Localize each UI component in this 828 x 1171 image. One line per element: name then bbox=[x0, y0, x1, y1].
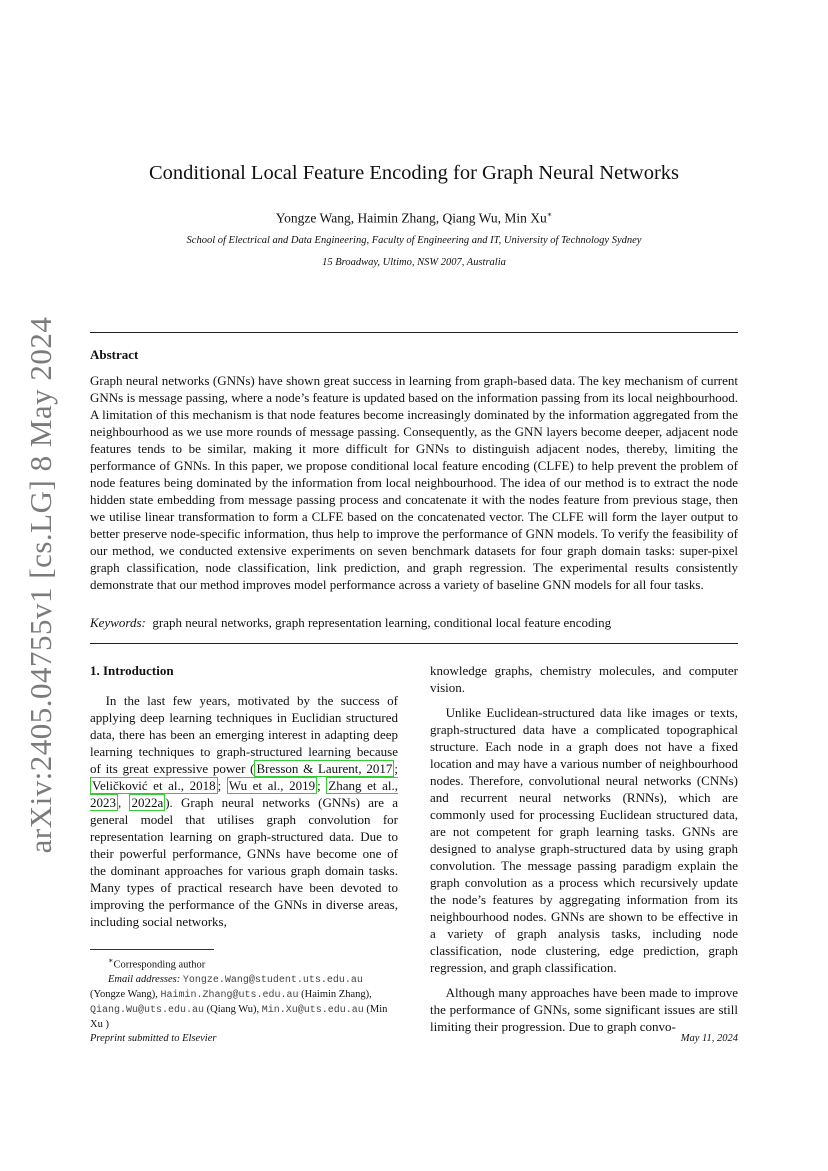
arxiv-identifier-stamp: arXiv:2405.04755v1 [cs.LG] 8 May 2024 bbox=[23, 316, 58, 854]
email-link[interactable]: Min.Xu@uts.edu.au bbox=[261, 1004, 364, 1016]
affiliation-line-1: School of Electrical and Data Engineering, Faculty of Engineering and IT, University of Technology Sydney bbox=[186, 235, 642, 246]
author-names: Yongze Wang, Haimin Zhang, Qiang Wu, Min Xu bbox=[275, 210, 547, 226]
footer-preprint-note: Preprint submitted to Elsevier bbox=[90, 1033, 217, 1044]
section-heading-introduction: 1. Introduction bbox=[90, 663, 174, 678]
citation-link[interactable]: Wu et al., 2019 bbox=[228, 778, 316, 793]
footnote-emails bbox=[90, 973, 398, 1032]
citation-link[interactable]: Veličković et al., 2018 bbox=[92, 778, 216, 793]
intro-paragraph-2: Unlike Euclidean-structured data like images or texts, graph-structured data have a complicated topographical structure. Each node in a graph does not have a fixed location and may have a various number of neighbourhood nodes. Therefore, convolutional neural networks (CNNs) and recurrent neural networks (RNNs), which are commonly used for processing Euclidean structured data, are not competent for graph learning tasks. GNNs are designed to analyse graph-structured data by using graph convolution. The message passing paradigm explain the graph convolution as a process which recursively update the node’s features by aggregating information from its neighbourhood nodes. GNNs are shown to be effective in a variety of graph analysis tasks, including node classification, node clustering, edge prediction, graph regression, and graph classification. bbox=[430, 705, 738, 975]
footer-date: May 11, 2024 bbox=[680, 1033, 738, 1044]
email-owner: (Min Xu ) bbox=[90, 1003, 388, 1030]
citation-separator: ; bbox=[217, 778, 227, 793]
email-link[interactable]: Haimin.Zhang@uts.edu.au bbox=[160, 989, 299, 1001]
right-column bbox=[430, 662, 738, 1035]
citation-link[interactable]: Bresson & Laurent, 2017 bbox=[256, 761, 393, 776]
abstract-bottom-rule bbox=[90, 643, 738, 644]
intro-p1-text-a: In the last few years, motivated by the success of applying deep learning techniques in Euclidian structured data, there has been an emerging interest in adapting deep learning techniques to graph-structured learning because of its great expressive power ( bbox=[90, 693, 398, 776]
email-label: Email addresses: bbox=[108, 973, 181, 985]
citation-separator: ; bbox=[394, 761, 399, 776]
email-owner: (Haimin Zhang), bbox=[301, 988, 372, 1000]
intro-p1-text-b: ). Graph neural networks (GNNs) are a general model that utilises graph convolution for representation learning on graph-structured data. Due to their powerful performance, GNNs have become one of the dominant approaches for various graph domain tasks. Many types of practical research have been devoted to improving the performance of the GNNs in diverse areas, including social networks, bbox=[90, 795, 399, 929]
intro-paragraph-1-continued: knowledge graphs, chemistry molecules, and computer vision. bbox=[430, 663, 738, 695]
affiliation-line-2: 15 Broadway, Ultimo, NSW 2007, Australia bbox=[322, 257, 506, 268]
intro-paragraph-3: Although many approaches have been made to improve the performance of GNNs, some significant issues are still limiting their progression. Due to graph convo- bbox=[430, 985, 738, 1034]
email-link[interactable]: Yongze.Wang@student.uts.edu.au bbox=[182, 974, 363, 986]
keywords-text: graph neural networks, graph representation learning, conditional local feature encoding bbox=[152, 615, 612, 630]
citation-link[interactable]: Zhang et al., 2023 bbox=[90, 778, 398, 810]
intro-paragraph-1 bbox=[90, 692, 398, 930]
keywords-label: Keywords: bbox=[90, 615, 146, 630]
citation-link[interactable]: 2022a bbox=[131, 795, 164, 810]
footnote-corresponding-text: Corresponding author bbox=[113, 959, 206, 971]
left-column bbox=[90, 662, 398, 930]
citation-separator: ; bbox=[317, 778, 327, 793]
author-list bbox=[90, 210, 738, 227]
keywords-line bbox=[90, 615, 611, 631]
corresponding-mark: ∗ bbox=[546, 210, 553, 219]
footnote bbox=[90, 954, 398, 1032]
footnote-corresponding bbox=[90, 954, 398, 973]
email-owner: (Qiang Wu), bbox=[206, 1003, 260, 1015]
abstract-body: Graph neural networks (GNNs) have shown great success in learning from graph-based data. The key mechanism of current GNNs is message passing, where a node’s feature is updated based on the information passing from its local neighbourhood. A limitation of this mechanism is that node features become increasingly dominated by the information aggregated from the neighbourhood as we use more rounds of message passing. Consequently, as the GNN layers become deeper, adjacent node features tends to be similar, making it more difficult for GNNs to distinguish adjacent nodes, thereby, limiting the performance of GNNs. In this paper, we propose conditional local feature encoding (CLFE) to help prevent the problem of node features being dominated by the information from local neighbourhood. The idea of our method is to extract the node hidden state embedding from message passing process and concatenate it with the nodes feature from previous stage, then we utilise linear transformation to form a CLFE based on the concatenated vector. The CLFE will form the layer output to better preserve node-specific information, thus help to improve the performance of GNN models. To verify the feasibility of our method, we conducted extensive experiments on seven benchmark datasets for four graph domain tasks: super-pixel graph classification, node classification, link prediction, and graph regression. The experimental results consistently demonstrate that our method improves model performance across a variety of baseline GNN models for all four tasks. bbox=[90, 373, 738, 592]
footnote-rule bbox=[90, 949, 214, 950]
footnote-mark: ∗ bbox=[108, 956, 114, 965]
email-link[interactable]: Qiang.Wu@uts.edu.au bbox=[90, 1004, 205, 1016]
email-owner: (Yongze Wang), bbox=[90, 988, 158, 1000]
abstract-top-rule bbox=[90, 332, 738, 333]
abstract-heading: Abstract bbox=[90, 347, 139, 362]
citation-separator: , bbox=[118, 795, 130, 810]
paper-title: Conditional Local Feature Encoding for Graph Neural Networks bbox=[149, 162, 679, 184]
